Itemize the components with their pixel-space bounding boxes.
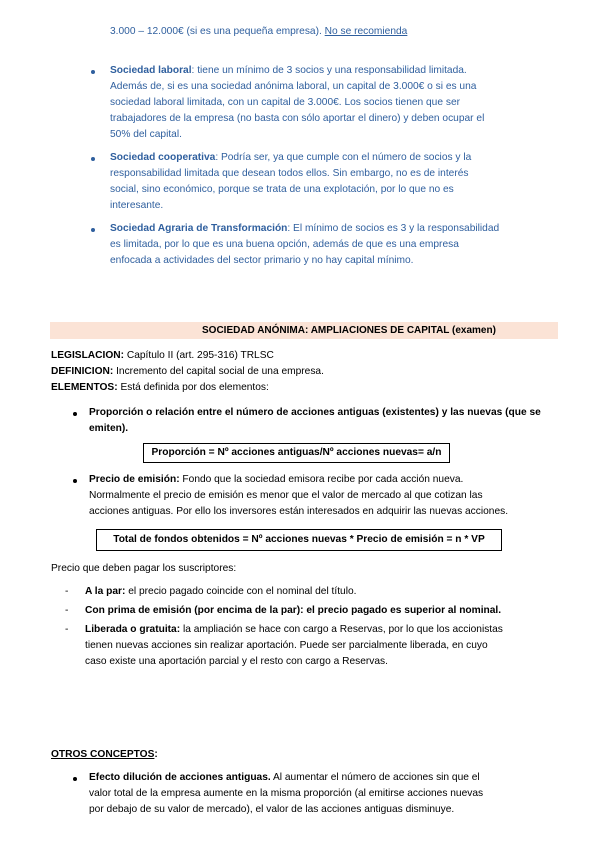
item-text: social, sino económico, porque se trata de una explotación, por lo que no es <box>110 184 454 195</box>
item-text: : tiene un mínimo de 3 socios y una responsabilidad limitada. <box>191 65 467 76</box>
def-text: Está definida por dos elementos: <box>117 382 269 393</box>
section-title: SOCIEDAD ANÓNIMA: AMPLIACIONES DE CAPITAL (examen) <box>202 325 496 336</box>
def-text: Incremento del capital social de una empresa. <box>113 366 324 377</box>
def-elementos <box>51 380 324 396</box>
def-label: ELEMENTOS: <box>51 382 118 393</box>
bullet-icon <box>73 412 77 416</box>
item-text: tienen nuevas acciones sin realizar aportación. Puede ser parcialmente liberada, en cuyo <box>85 640 488 651</box>
dash-icon: - <box>65 586 69 597</box>
heading-text: OTROS CONCEPTOS <box>51 749 155 760</box>
item-text: por debajo de su valor de mercado), el valor de las acciones antiguas disminuye. <box>89 804 455 815</box>
item-title: Proporción o relación entre el número de acciones antiguas <box>89 407 380 418</box>
item-text: enfocada a actividades del sector primario y no hay capital mínimo. <box>110 255 414 266</box>
list-item-sociedad-laboral <box>110 63 484 143</box>
price-intro: Precio que deben pagar los suscriptores: <box>51 563 237 574</box>
item-text: Fondo que la sociedad emisora recibe por cada acción nueva. <box>179 474 464 485</box>
otros-conceptos-heading <box>51 747 158 763</box>
item-text: Además de, si es una sociedad anónima laboral, un capital de 3.000€ o si es una <box>110 81 477 92</box>
item-text: es limitada, por lo que es una buena opción, además de que es una empresa <box>110 239 459 250</box>
item-text: trabajadores de la empresa (no basta con sólo aportar el dinero) y deben ocupar el <box>110 113 485 124</box>
def-label: DEFINICION: <box>51 366 114 377</box>
list-item-sociedad-agraria <box>110 221 499 269</box>
item-text: sociedad laboral limitada, con un capital de 3.000€. Los socios tienen que ser <box>110 97 460 108</box>
list-item-proporcion <box>89 405 541 437</box>
formula-fondos: Total de fondos obtenidos = Nº acciones nuevas * Precio de emisión = n * VP <box>96 529 502 551</box>
list-item-sociedad-cooperativa <box>110 150 534 214</box>
item-text: (existentes) y las nuevas (que se <box>379 407 541 418</box>
list-item-a-la-par <box>85 584 356 600</box>
bullet-icon <box>91 70 95 74</box>
def-label: LEGISLACION: <box>51 350 125 361</box>
list-item-liberada <box>85 622 503 670</box>
heading-colon: : <box>154 749 158 760</box>
item-title: Sociedad laboral <box>110 65 192 76</box>
formula-proporcion: Proporción = Nº acciones antiguas/Nº acciones nuevas= a/n <box>143 443 450 463</box>
list-item-prima-emision <box>85 603 501 619</box>
dash-icon: - <box>65 624 69 635</box>
bullet-icon <box>73 777 77 781</box>
item-title: Efecto dilución de acciones antiguas. <box>89 772 271 783</box>
item-title: Liberada o gratuita: <box>85 624 181 635</box>
item-text: 50% del capital. <box>110 129 182 140</box>
item-text: emiten). <box>89 423 129 434</box>
no-recomienda-link[interactable]: No se recomienda <box>324 26 408 37</box>
item-text: valor total de la empresa aumente en la misma proporción (al emitirse acciones nuevas <box>89 788 484 799</box>
item-title: A la par: <box>85 586 126 597</box>
item-text: : El mínimo de socios es 3 y la responsabilidad <box>287 223 500 234</box>
item-text: acciones antiguas. Por ello los inversores están interesados en adquirir las nuevas acciones. <box>89 506 509 517</box>
item-title: Sociedad cooperativa <box>110 152 216 163</box>
def-definicion <box>51 364 324 380</box>
def-text: Capítulo II (art. 295-316) TRLSC <box>124 350 274 361</box>
item-title: Sociedad Agraria de Transformación <box>110 223 288 234</box>
item-text: la ampliación se hace con cargo a Reservas, por lo que los accionistas <box>180 624 503 635</box>
item-text: interesante. <box>110 200 164 211</box>
item-text: el precio pagado es superior al nominal. <box>303 605 502 616</box>
item-text: caso existe una aportación parcial y el resto con cargo a Reservas. <box>85 656 388 667</box>
list-item-dilucion <box>89 770 483 818</box>
item-text: el precio pagado coincide con el nominal del título. <box>125 586 357 597</box>
dash-icon: - <box>65 605 69 616</box>
top-line: 3.000 – 12.000€ (si es una pequeña empresa). No se recomienda <box>110 26 408 37</box>
bullet-icon <box>91 157 95 161</box>
item-title: Precio de emisión: <box>89 474 180 485</box>
bullet-icon <box>73 479 77 483</box>
item-text: responsabilidad limitada que desean todos ellos. Sin embargo, no es de interés <box>110 168 469 179</box>
definitions-block <box>51 348 324 396</box>
bullet-icon <box>91 228 95 232</box>
item-text: Al aumentar el número de acciones sin que el <box>270 772 480 783</box>
def-legislacion <box>51 348 324 364</box>
list-item-precio-emision <box>89 472 508 520</box>
item-text: Normalmente el precio de emisión es menor que el valor de mercado al que cotizan las <box>89 490 483 501</box>
item-title: Con prima de emisión (por encima de la par): <box>85 605 304 616</box>
item-text: : Podría ser, ya que cumple con el número de socios y la <box>215 152 472 163</box>
